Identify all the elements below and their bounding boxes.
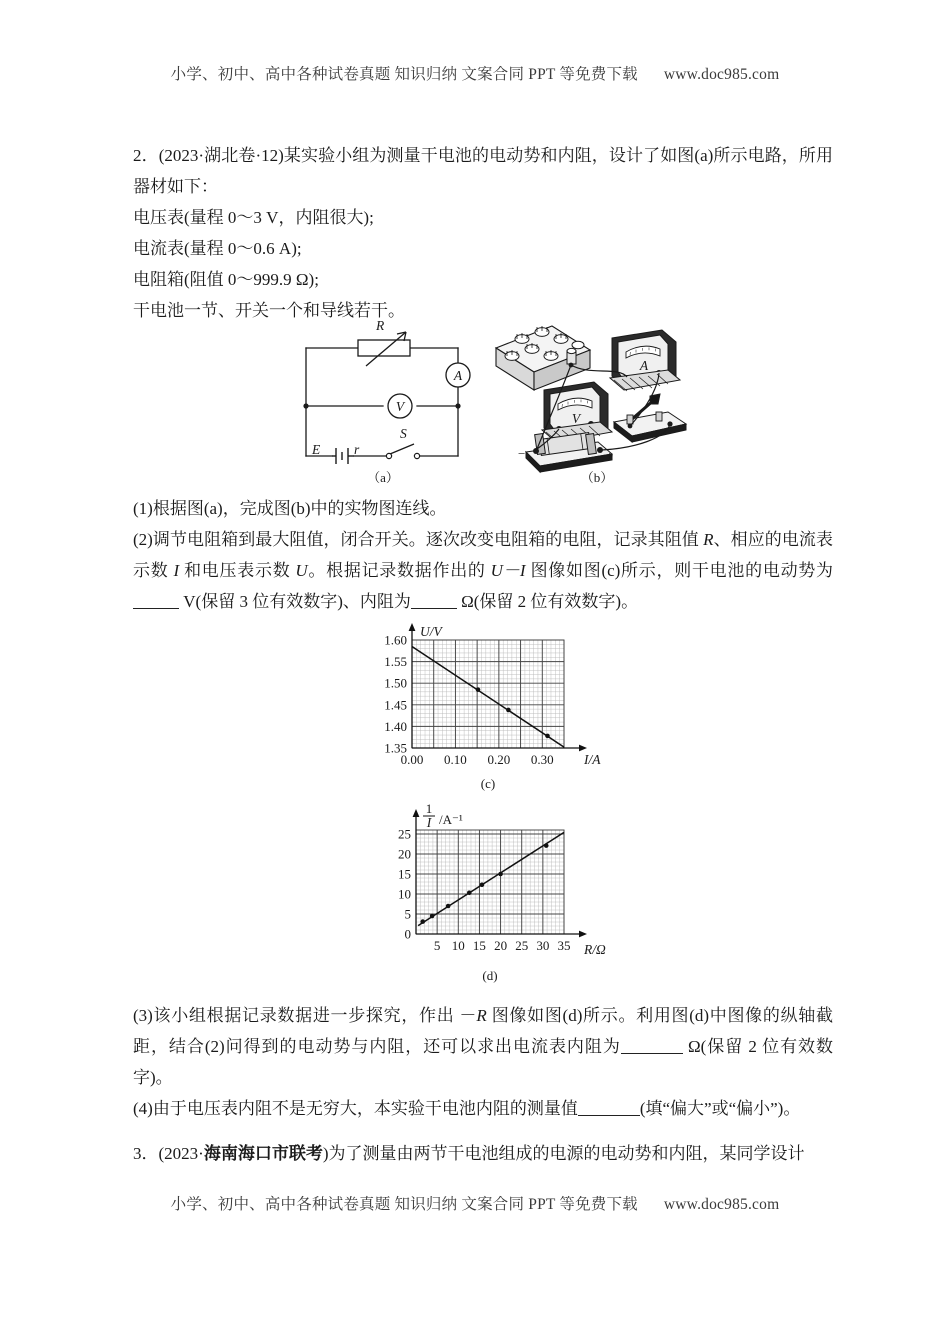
junction-dot-right <box>455 403 460 408</box>
figure-a-label-S: S <box>400 426 407 441</box>
figure-b-label-A: A <box>639 358 649 373</box>
x-tick-label: 25 <box>515 938 529 953</box>
figure-a-label-E: E <box>312 442 321 457</box>
x-tick-label: 35 <box>557 938 571 953</box>
subquestion-1: (1)根据图(a)，完成图(b)中的实物图连线。 <box>133 499 447 518</box>
data-point <box>430 914 435 919</box>
y-tick-label: 1.45 <box>384 697 407 713</box>
sub3-var-R: R <box>476 1006 487 1025</box>
figure-d-caption: (d) <box>482 968 498 983</box>
header-url: www.doc985.com <box>663 66 780 83</box>
page-footer <box>0 1192 950 1214</box>
subquestion-2 <box>133 524 833 617</box>
x-axis-title: R/Ω <box>584 942 606 957</box>
sub4-text-a: (4)由于电压表内阻不是无穷大，本实验干电池内阻的测量值 <box>133 1099 578 1118</box>
figure-a-label-r: r <box>354 442 360 457</box>
x-axis-title: I/A <box>584 752 601 767</box>
y-tick-label: 1.40 <box>384 718 407 734</box>
sub4-text-b: (填“偏大”或“偏小”)。 <box>639 1099 801 1118</box>
question-body <box>133 140 833 326</box>
y-axis-title: U/V <box>420 624 442 639</box>
question3-region: 海南海口市 <box>203 1144 289 1163</box>
page-header <box>0 62 950 84</box>
data-point <box>476 687 481 692</box>
x-tick-label: 0.00 <box>400 752 424 767</box>
y-axis-title-numerator: 1 <box>425 802 433 816</box>
equipment-item-ammeter: 电流表(量程 0～0.6 A); <box>133 239 302 258</box>
sub2-var-I: I <box>173 561 180 580</box>
question3-number: 3 <box>133 1144 142 1163</box>
subquestion-3 <box>133 1000 833 1093</box>
figure-d-chart-inv-i-vs-r <box>370 802 610 992</box>
data-point <box>506 708 511 713</box>
equipment-item-voltmeter: 电压表(量程 0～3 V，内阻很大); <box>133 208 374 227</box>
question3-stem-text: )为了测量由两节干电池组成的电源的电动势和内阻，某同学设计 <box>322 1144 805 1163</box>
x-tick-label: 30 <box>536 938 550 953</box>
y-axis-title-denominator: I <box>426 815 432 830</box>
battery-holder-pictorial <box>526 433 612 472</box>
answer-blank-internal-resistance[interactable] <box>411 591 457 609</box>
figure-a-label-V: V <box>395 399 405 414</box>
sub2-text-b: 、相应的电流表示数 <box>133 530 833 580</box>
figure-a-label-A: A <box>453 368 463 383</box>
x-tick-label: 0.30 <box>530 752 554 767</box>
y-tick-label: 1.55 <box>384 654 407 670</box>
y-tick-label: 1.50 <box>384 675 407 691</box>
subquestion-4 <box>133 1093 833 1124</box>
footer-promo-text: 小学、初中、高中各种试卷真题 知识归纳 文案合同 PPT 等免费下载 <box>170 1196 638 1213</box>
question3-exam-type: 联考 <box>288 1144 323 1163</box>
footer-url: www.doc985.com <box>663 1196 780 1213</box>
sub2-text-a: (2)调节电阻箱到最大阻值，闭合开关。逐次改变电阻箱的电阻，记录其阻值 <box>133 530 704 549</box>
x-tick-label: 15 <box>472 938 486 953</box>
data-point <box>545 734 550 739</box>
sub2-var-U: U <box>295 561 308 580</box>
data-point <box>498 872 503 877</box>
figure-row-a-b <box>133 318 833 486</box>
y-tick-label: 5 <box>404 906 411 922</box>
question3-block <box>133 1138 833 1169</box>
sub3-text-b: 图像如图(d)所示。利用图(d)中图像的纵轴截距，结合(2)问得到的电动势与内阻，还可以求出电流表内阻为 <box>133 1006 833 1056</box>
figure-a-label-R: R <box>376 318 385 333</box>
data-point <box>544 843 549 848</box>
sub2-text-g: Ω(保留 2 位有效数字)。 <box>456 592 639 611</box>
x-tick-label: 0.10 <box>444 752 467 767</box>
x-axis-arrow <box>579 745 587 752</box>
figure-b-label-positive: + <box>606 448 614 463</box>
x-tick-label: 20 <box>494 938 508 953</box>
data-point <box>446 904 451 909</box>
sub2-var-UI: U－I <box>490 561 526 580</box>
battery-symbol <box>332 448 354 464</box>
x-tick-label: 10 <box>451 938 465 953</box>
fit-line <box>418 832 564 925</box>
question3-stem: 3．(2023·海南海口市联考)为了测量由两节干电池组成的电源的电动势和内阻，某同学设计 <box>133 1144 805 1163</box>
y-tick-label: 20 <box>398 846 411 862</box>
equipment-item-misc: 干电池一节、开关一个和导线若干。 <box>133 301 405 320</box>
data-point <box>467 891 472 896</box>
figure-c-chart-u-vs-i <box>370 622 605 800</box>
y-axis-arrow <box>409 623 416 631</box>
x-tick-label: 5 <box>433 938 441 953</box>
subquestion-block-1-2 <box>133 493 833 617</box>
subquestion-block-3-4 <box>133 1000 833 1124</box>
minor-gridlines <box>416 830 564 934</box>
question2-number: 2 <box>133 146 142 165</box>
figure-b-label-negative: − <box>518 446 526 461</box>
sub2-text-c: 和电压表示数 <box>179 561 296 580</box>
x-axis-arrow <box>579 931 587 938</box>
sub3-text-a: (3)该小组根据记录数据进一步探究，作出 － <box>133 1006 477 1025</box>
y-tick-label: 0 <box>404 926 411 942</box>
sub2-text-f: V(保留 3 位有效数字)、内阻为 <box>179 592 411 611</box>
sub2-text-d: 。根据记录数据作出的 <box>307 561 491 580</box>
y-tick-label: 1.35 <box>384 740 407 756</box>
switch-pictorial <box>614 394 686 442</box>
y-axis-title-unit: /A⁻¹ <box>439 812 463 827</box>
y-axis-arrow <box>413 809 420 817</box>
question3-prefix: (2023· <box>158 1144 204 1163</box>
axes <box>412 628 582 748</box>
switch-symbol <box>390 444 414 454</box>
sub3-text-c: Ω(保留 2 位有效数字)。 <box>133 1037 833 1087</box>
junction-dot-left <box>303 403 308 408</box>
figure-a-caption: （a） <box>367 470 399 485</box>
answer-blank-measurement-bias[interactable] <box>578 1098 640 1116</box>
ammeter-pictorial <box>610 330 680 391</box>
data-point <box>480 883 485 888</box>
figure-b-label-V: V <box>571 411 581 426</box>
figure-b-caption: （b） <box>580 470 614 485</box>
resistance-box-pictorial <box>496 326 590 390</box>
sub2-text-e: 图像如图(c)所示，则干电池的电动势为 <box>525 561 834 580</box>
resistor-symbol <box>358 340 410 356</box>
equipment-item-resistance-box: 电阻箱(阻值 0～999.9 Ω); <box>133 270 319 289</box>
data-point <box>420 919 425 924</box>
answer-blank-ammeter-resistance[interactable] <box>621 1036 683 1054</box>
x-tick-label: 0.20 <box>487 752 511 767</box>
header-promo-text: 小学、初中、高中各种试卷真题 知识归纳 文案合同 PPT 等免费下载 <box>170 66 638 83</box>
question2-stem-text: (2023·湖北卷·12)某实验小组为测量干电池的电动势和内阻，设计了如图(a)所示电路，所用器材如下： <box>133 146 834 196</box>
y-tick-label: 1.60 <box>384 632 407 648</box>
answer-blank-emf[interactable] <box>133 591 179 609</box>
y-tick-label: 25 <box>398 826 411 842</box>
figure-c-caption: (c) <box>480 776 496 791</box>
y-tick-label: 15 <box>398 866 411 882</box>
figure-b-apparatus-diagram <box>490 316 705 486</box>
sub2-var-R: R <box>703 530 714 549</box>
question2-stem: 2．(2023·湖北卷·12)某实验小组为测量干电池的电动势和内阻，设计了如图(a)所示电路，所用器材如下： <box>133 146 834 196</box>
figure-a-circuit-diagram <box>288 318 518 486</box>
y-tick-label: 10 <box>398 886 411 902</box>
